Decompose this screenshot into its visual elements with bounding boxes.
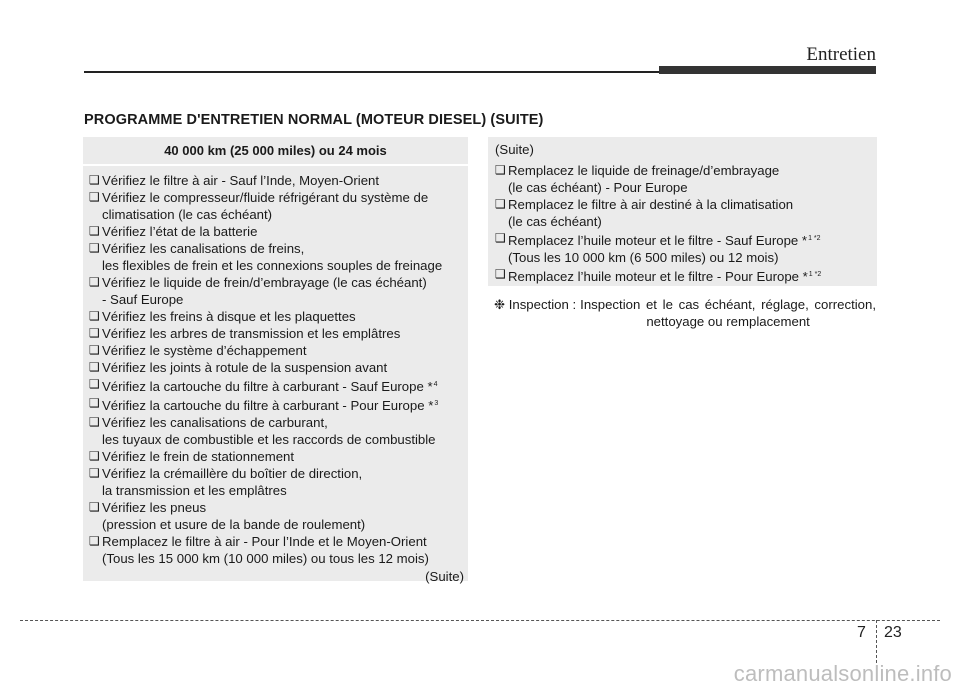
checklist-item-line-text: Remplacez le liquide de freinage/d’embrayage — [508, 163, 780, 178]
checklist-item-line-text: Vérifiez le compresseur/fluide réfrigérant du système de — [102, 190, 429, 205]
checklist-item-text — [102, 376, 462, 395]
checkbox-icon: ❑ — [89, 241, 100, 255]
checklist-item-line — [102, 206, 462, 223]
checklist-item — [89, 359, 462, 376]
checkbox-icon: ❑ — [495, 197, 506, 211]
checklist-item-line — [102, 448, 462, 465]
checklist-item-line — [508, 162, 871, 179]
checklist-item-line — [102, 291, 462, 308]
checklist-item — [495, 230, 871, 266]
checklist-item — [495, 162, 871, 196]
checkbox-icon: ❑ — [89, 360, 100, 374]
footnote-marker: 1 *2 — [808, 235, 821, 242]
checklist-item-text — [102, 223, 462, 240]
checklist-item-line — [102, 189, 462, 206]
page-chapter-number: 7 — [857, 624, 866, 641]
checklist-item-line — [102, 274, 462, 291]
checklist-item-text — [102, 240, 462, 274]
checkbox-icon: ❑ — [89, 449, 100, 463]
checkbox-icon: ❑ — [89, 396, 100, 410]
checklist-item-line-text: (Tous les 15 000 km (10 000 miles) ou tous les 12 mois) — [102, 551, 429, 566]
checklist-item — [495, 196, 871, 230]
checklist-item — [89, 499, 462, 533]
checklist-item-line — [508, 230, 871, 249]
checklist-item-line — [508, 266, 871, 285]
checklist-item-line — [508, 249, 871, 266]
checklist-item-line-text: Vérifiez les arbres de transmission et les emplâtres — [102, 326, 401, 341]
checklist-item — [89, 448, 462, 465]
checklist-item-line — [102, 342, 462, 359]
checklist-item-text — [102, 359, 462, 376]
checkbox-icon: ❑ — [89, 275, 100, 289]
checklist-item-line-text: (le cas échéant) - Pour Europe — [508, 180, 688, 195]
footnote-marker: 4 — [433, 381, 438, 388]
checklist-item-line-text: Vérifiez la cartouche du filtre à carburant - Sauf Europe * — [102, 379, 433, 394]
checklist-item-line — [102, 482, 462, 499]
checkbox-icon: ❑ — [89, 466, 100, 480]
left-panel — [83, 137, 468, 584]
checklist-item-line-text: Vérifiez les pneus — [102, 500, 207, 515]
checklist-item-line-text: Vérifiez les joints à rotule de la suspension avant — [102, 360, 388, 375]
checklist-item — [89, 172, 462, 189]
checklist-item-line-text: Vérifiez les canalisations de freins, — [102, 241, 305, 256]
checklist-item-line — [102, 414, 462, 431]
checklist-item-text — [102, 325, 462, 342]
checklist-item-line-text: (le cas échéant) — [508, 214, 602, 229]
checklist-item-line — [102, 395, 462, 414]
footnote-marker: 1 *2 — [808, 271, 822, 278]
checklist-item-line-text: (pression et usure de la bande de roulement) — [102, 517, 366, 532]
footnote-marker: 3 — [434, 400, 439, 407]
left-panel-suite: (Suite) — [425, 569, 464, 584]
checklist-item-text — [102, 308, 462, 325]
checklist-item-line — [102, 376, 462, 395]
checklist-item — [495, 266, 871, 285]
checklist-item-line — [508, 196, 871, 213]
checkbox-icon: ❑ — [89, 190, 100, 204]
checklist-item-line-text: Remplacez le filtre à air destiné à la climatisation — [508, 197, 794, 212]
footer-rule — [20, 620, 940, 621]
checklist-item — [89, 414, 462, 448]
checklist-item-line — [102, 431, 462, 448]
checkbox-icon: ❑ — [89, 377, 100, 391]
chapter-title: Entretien — [806, 44, 876, 65]
checklist-item — [89, 189, 462, 223]
checklist-item — [89, 308, 462, 325]
checklist-item-line — [102, 172, 462, 189]
checklist-item-text — [102, 533, 462, 567]
checklist-item-line — [102, 359, 462, 376]
checklist-item-line-text: Vérifiez la cartouche du filtre à carburant - Pour Europe * — [102, 398, 434, 413]
checklist-item-text — [102, 342, 462, 359]
checklist-item-text — [102, 395, 462, 414]
checklist-item-text — [102, 448, 462, 465]
checklist-item — [89, 274, 462, 308]
checklist-item-line-text: Vérifiez le liquide de frein/d’embrayage (le cas échéant) — [102, 275, 427, 290]
checklist-item-line — [102, 516, 462, 533]
checklist-item-line — [102, 465, 462, 482]
checkbox-icon: ❑ — [89, 343, 100, 357]
checklist-item-line — [102, 325, 462, 342]
watermark: carmanualsonline.info — [733, 661, 952, 686]
checkbox-icon: ❑ — [89, 500, 100, 514]
checklist-item-text — [508, 196, 871, 230]
checklist-item-line-text: Remplacez l’huile moteur et le filtre - Pour Europe * — [508, 269, 808, 284]
right-panel-suite: (Suite) — [495, 142, 534, 157]
checklist-item-line-text: Vérifiez les freins à disque et les plaquettes — [102, 309, 356, 324]
checklist-item-text — [508, 230, 871, 266]
checkbox-icon: ❑ — [89, 415, 100, 429]
checklist-item — [89, 342, 462, 359]
checklist-item-line-text: Remplacez le filtre à air - Pour l’Inde et le Moyen-Orient — [102, 534, 427, 549]
right-panel — [488, 137, 877, 286]
checklist-item-text — [102, 414, 462, 448]
checklist-item-line-text: Remplacez l’huile moteur et le filtre - Sauf Europe * — [508, 233, 808, 248]
checklist-item-line — [102, 308, 462, 325]
checklist-item-text — [102, 274, 462, 308]
checkbox-icon: ❑ — [89, 309, 100, 323]
checklist-item-line-text: Vérifiez les canalisations de carburant, — [102, 415, 328, 430]
checklist-item-line-text: Vérifiez le système d’échappement — [102, 343, 307, 358]
checklist-item-text — [102, 189, 462, 223]
checklist-item-line-text: Vérifiez le frein de stationnement — [102, 449, 295, 464]
checklist-item-line — [102, 257, 462, 274]
right-panel-items — [495, 162, 871, 285]
checklist-item-line — [102, 240, 462, 257]
inspection-note-label: ❉ Inspection : — [494, 297, 577, 312]
checklist-item — [89, 223, 462, 240]
checkbox-icon: ❑ — [89, 173, 100, 187]
checklist-item — [89, 376, 462, 395]
checklist-item-line-text: (Tous les 10 000 km (6 500 miles) ou 12 mois) — [508, 250, 779, 265]
checkbox-icon: ❑ — [89, 326, 100, 340]
header-rule-thick — [659, 66, 876, 74]
inspection-note — [494, 296, 876, 330]
checklist-item-line — [508, 179, 871, 196]
left-panel-heading: 40 000 km (25 000 miles) ou 24 mois — [83, 137, 468, 166]
checklist-item — [89, 465, 462, 499]
checkbox-icon: ❑ — [89, 534, 100, 548]
section-heading: PROGRAMME D'ENTRETIEN NORMAL (MOTEUR DIESEL) (SUITE) — [84, 112, 544, 128]
checklist-item-line-text: - Sauf Europe — [102, 292, 184, 307]
checkbox-icon: ❑ — [495, 163, 506, 177]
checklist-item-text — [508, 162, 871, 196]
checklist-item-text — [508, 266, 871, 285]
left-panel-list — [83, 166, 468, 567]
checklist-item — [89, 240, 462, 274]
checklist-item-line-text: Vérifiez la crémaillère du boîtier de direction, — [102, 466, 363, 481]
checklist-item-line-text: climatisation (le cas échéant) — [102, 207, 273, 222]
checkbox-icon: ❑ — [495, 231, 506, 245]
checklist-item-line-text: les flexibles de frein et les connexions souples de freinage — [102, 258, 443, 273]
checklist-item-line-text: la transmission et les emplâtres — [102, 483, 287, 498]
checklist-item — [89, 395, 462, 414]
checklist-item-text — [102, 465, 462, 499]
right-panel-list — [488, 137, 877, 285]
inspection-note-text: Inspection et le cas échéant, réglage, correction, nettoyage ou remplacement — [580, 297, 876, 329]
checklist-item-line — [102, 550, 462, 567]
checklist-item-line — [102, 533, 462, 550]
checklist-item-line — [508, 213, 871, 230]
checklist-item-text — [102, 172, 462, 189]
header-rule-thin — [84, 71, 659, 73]
checklist-item-line — [102, 499, 462, 516]
page-number: 23 — [884, 624, 902, 641]
checklist-item-line — [102, 223, 462, 240]
checklist-item-line-text: les tuyaux de combustible et les raccords de combustible — [102, 432, 436, 447]
checklist-item-text — [102, 499, 462, 533]
checklist-item-line-text: Vérifiez le filtre à air - Sauf l’Inde, Moyen-Orient — [102, 173, 380, 188]
checkbox-icon: ❑ — [89, 224, 100, 238]
checkbox-icon: ❑ — [495, 267, 506, 281]
checklist-item-line-text: Vérifiez l’état de la batterie — [102, 224, 258, 239]
checklist-item — [89, 533, 462, 567]
checklist-item — [89, 325, 462, 342]
